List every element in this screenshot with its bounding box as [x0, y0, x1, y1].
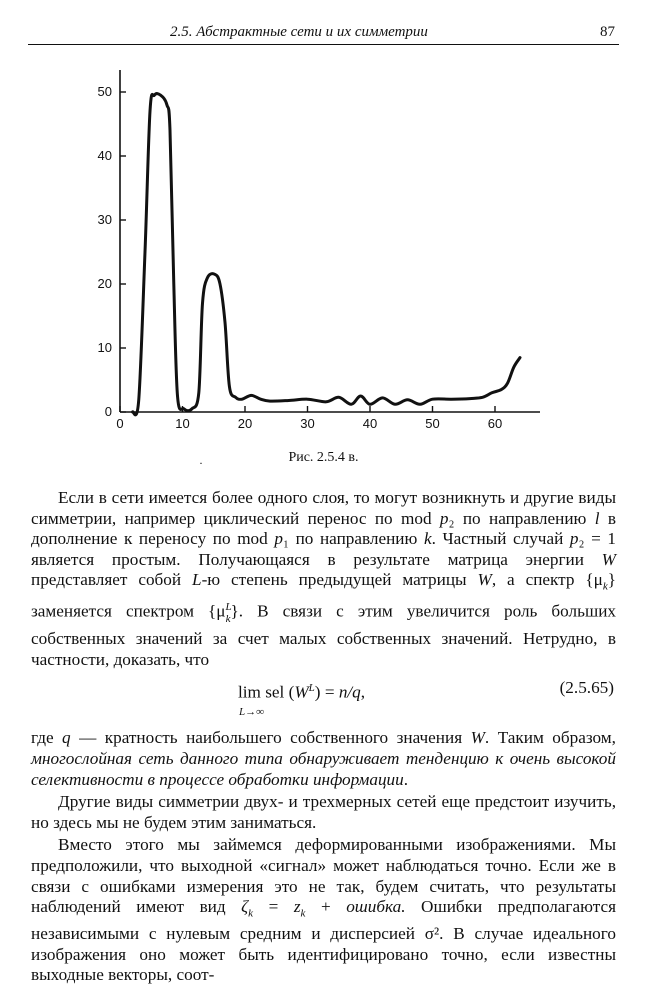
body-text	[31, 488, 616, 986]
x-tick-label: 40	[362, 416, 378, 431]
x-tick-label: 30	[300, 416, 315, 431]
equation-2-5-65	[31, 676, 616, 728]
equation-number: (2.5.65)	[559, 678, 614, 698]
running-title: 2.5. Абстрактные сети и их симметрии	[170, 24, 428, 40]
paragraph-1: Если в сети имеется более одного слоя, то могут возникнуть и другие виды симметрии, например циклический перенос по mod p₂ по направлению l в дополнение к переносу по mod p₁ по направлению k. Частный случай p₂ = 1 является простым. Получающаяся в результате матрица энергии W представляет собой L-ю степень предыдущей матрицы W, а спектр $\{\mu_k\}$ заменяется спектром $\{\mu^L_k\}$. В связи с этим увеличится роль больших собственных значений за счет малых собственных значений. Нетрудно, в частности, доказать, что	[31, 488, 616, 669]
x-tick-label: 10	[175, 416, 190, 431]
page-number: 87	[600, 24, 615, 40]
series-line-spectrum	[133, 94, 521, 415]
y-tick-label: 0	[104, 404, 112, 419]
running-header	[28, 22, 619, 45]
figure-mark: ·	[199, 456, 203, 470]
paragraph-4: Вместо этого мы займемся деформированными изображениями. Мы предположили, что выходной «сигнал» может наблюдаться точно. Если же в связи с ошибками измерения это не так, будем считать, что результаты наблюдений имеют вид $\zeta_k = z_k$ + ошибка. Ошибки предполагаются независимыми с нулевым средним и дисперсией σ². В случае идеального изображения оно может быть идентифицировано точно, если известны выходные векторы, соот-	[31, 835, 616, 985]
x-tick-label: 0	[116, 416, 124, 431]
paragraph-2: где q — кратность наибольшего собственного значения W. Таким образом, многослойная сеть данного типа обнаруживает тенденцию к очень высокой селективности в процессе обработки информации.	[31, 728, 616, 789]
paragraph-3: Другие виды симметрии двух- и трехмерных сетей еще предстоит изучить, но здесь мы не будем этим заниматься.	[31, 792, 616, 832]
formula: lim sel $(W^L) = n/q$,	[238, 682, 366, 703]
x-tick-label: 50	[425, 416, 440, 431]
y-tick-label: 20	[97, 276, 112, 291]
figure-caption: Рис. 2.5.4 в.	[288, 450, 359, 465]
y-tick-label: 50	[97, 84, 112, 99]
y-tick-label: 10	[97, 340, 112, 355]
x-tick-label: 20	[237, 416, 253, 431]
limit-subscript: L→∞	[239, 706, 264, 719]
x-tick-label: 60	[487, 416, 503, 431]
spectrum-chart	[80, 60, 540, 440]
y-tick-label: 40	[97, 148, 112, 163]
y-tick-label: 30	[97, 212, 112, 227]
